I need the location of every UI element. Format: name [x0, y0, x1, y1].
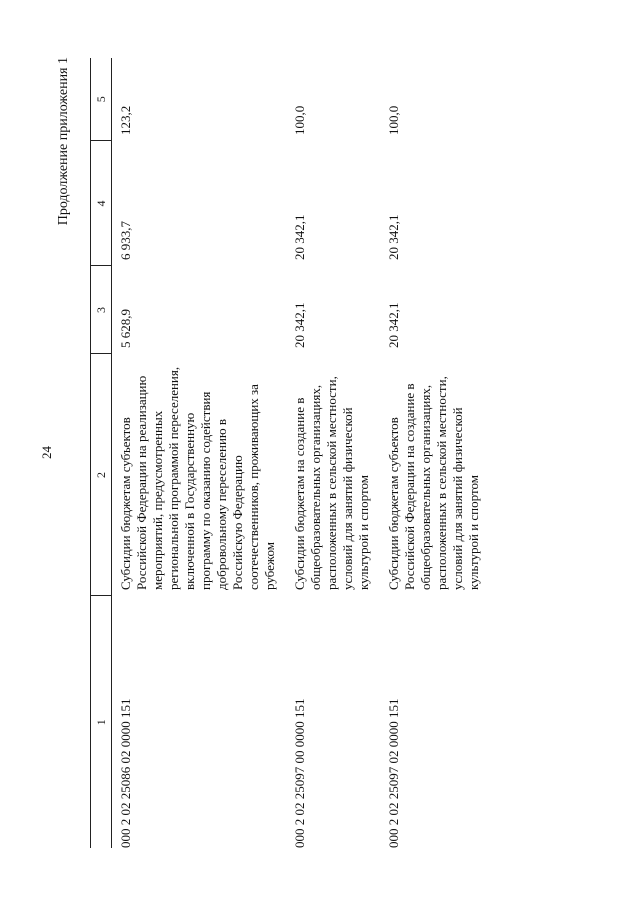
appendix-table — [90, 58, 490, 848]
value-col3: 20 342,1 — [386, 302, 401, 348]
table-row — [380, 58, 490, 848]
column-header-5: 5 — [91, 58, 112, 141]
value-col4: 20 342,1 — [292, 214, 307, 260]
value-col3: 5 628,9 — [118, 309, 133, 348]
value-col5: 100,0 — [386, 105, 401, 135]
column-header-3: 3 — [91, 266, 112, 354]
budget-code: 000 2 02 25097 02 0000 151 — [386, 698, 401, 848]
budget-code: 000 2 02 25097 00 0000 151 — [292, 698, 307, 848]
column-header-2: 2 — [91, 354, 112, 596]
column-header-4: 4 — [91, 141, 112, 266]
column-header-1: 1 — [91, 596, 112, 848]
appendix-table-wrapper — [90, 58, 490, 848]
table-row — [112, 58, 287, 848]
income-name: Субсидии бюджетам субъектов Российской Федерации на реализацию мероприятий, предусмотренных региональной программой переселения, включенной в Государственную программу по оказанию содействия добровольному переселению в Российскую Федерацию соотечественников, проживающих за рубежом — [118, 366, 277, 590]
value-col3: 20 342,1 — [292, 302, 307, 348]
value-col5: 123,2 — [118, 105, 133, 135]
budget-code: 000 2 02 25086 02 0000 151 — [118, 698, 133, 848]
value-col4: 20 342,1 — [386, 214, 401, 260]
income-name: Субсидии бюджетам на создание в общеобразовательных организациях, расположенных в сельской местности, условий для занятий физической культурой и спортом — [292, 376, 371, 590]
income-name: Субсидии бюджетам субъектов Российской Федерации на создание в общеобразовательных организациях, расположенных в сельской местности, условий для занятий физической культурой и спортом — [386, 376, 481, 590]
value-col5: 100,0 — [292, 105, 307, 135]
appendix-caption: Продолжение приложения 1 — [56, 57, 71, 226]
value-col4: 6 933,7 — [118, 221, 133, 260]
table-header-row — [91, 58, 112, 848]
page-number: 24 — [39, 446, 54, 459]
table-row — [286, 58, 380, 848]
